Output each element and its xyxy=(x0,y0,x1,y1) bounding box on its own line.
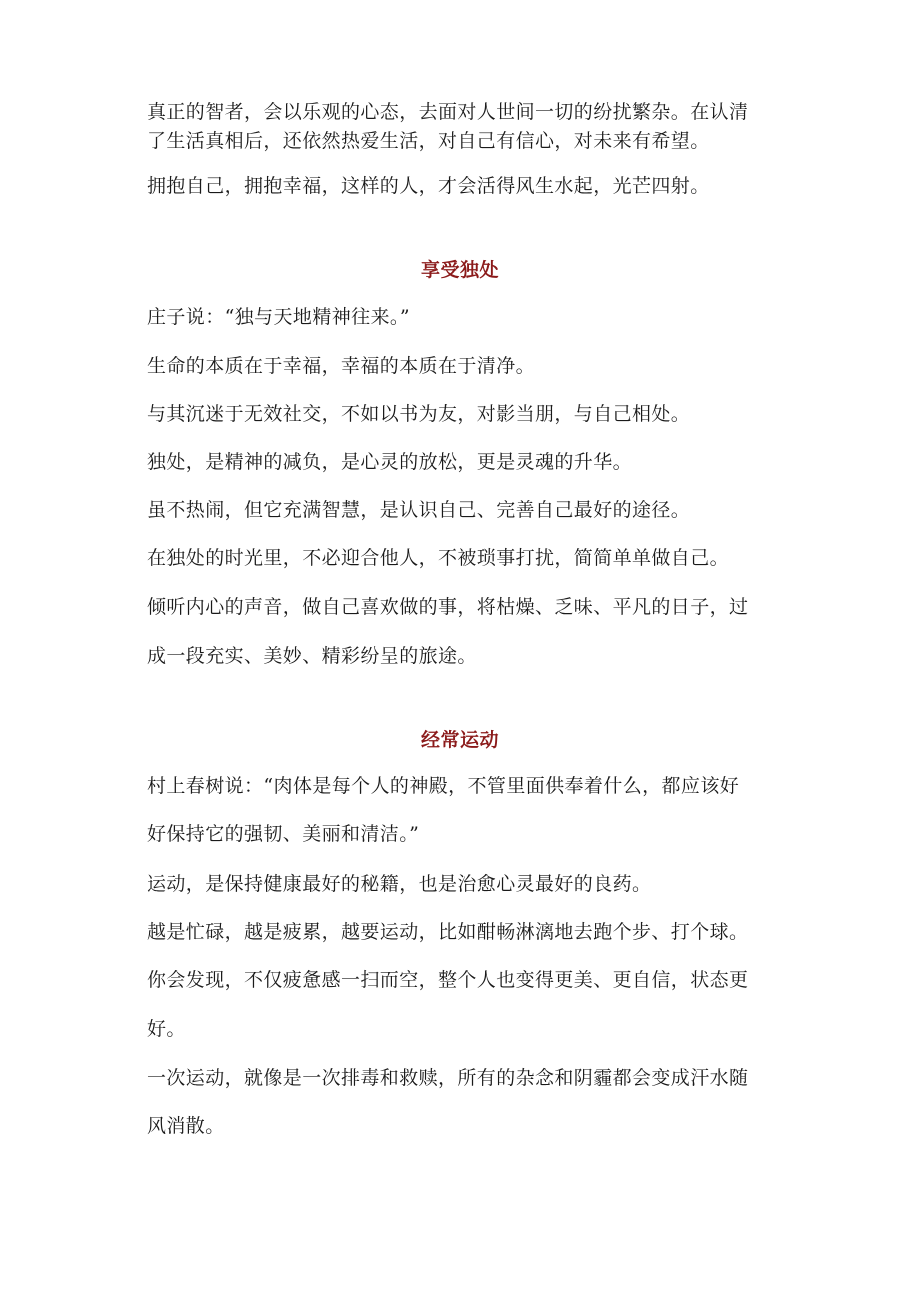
solitude-line-1: 庄子说：“独与天地精神往来。” xyxy=(147,306,410,328)
intro-line-1: 真正的智者，会以乐观的心态，去面对人世间一切的纷扰繁杂。在认清 xyxy=(147,101,749,123)
intro-line-2: 了生活真相后，还依然热爱生活，对自己有信心，对未来有希望。 xyxy=(147,130,710,152)
exercise-line-3: 运动，是保持健康最好的秘籍，也是治愈心灵最好的良药。 xyxy=(147,873,652,895)
solitude-line-7: 倾听内心的声音，做自己喜欢做的事，将枯燥、乏味、平凡的日子，过 xyxy=(147,596,749,618)
exercise-line-7: 一次运动，就像是一次排毒和救赎，所有的杂念和阴霾都会变成汗水随 xyxy=(147,1067,749,1089)
exercise-line-4: 越是忙碌，越是疲累，越要运动，比如酣畅淋漓地去跑个步、打个球。 xyxy=(147,921,749,943)
solitude-line-8: 成一段充实、美妙、精彩纷呈的旅途。 xyxy=(147,645,477,667)
exercise-line-2: 好保持它的强韧、美丽和清洁。” xyxy=(147,823,420,845)
solitude-line-4: 独处，是精神的减负，是心灵的放松，更是灵魂的升华。 xyxy=(147,451,633,473)
exercise-line-6: 好。 xyxy=(147,1018,186,1040)
solitude-line-6: 在独处的时光里，不必迎合他人，不被琐事打扰，简简单单做自己。 xyxy=(147,547,730,569)
section-heading-solitude: 享受独处 xyxy=(420,259,499,281)
solitude-line-5: 虽不热闹，但它充满智慧，是认识自己、完善自己最好的途径。 xyxy=(147,499,691,521)
section-heading-exercise: 经常运动 xyxy=(420,729,499,751)
intro-line-3: 拥抱自己，拥抱幸福，这样的人，才会活得风生水起，光芒四射。 xyxy=(147,175,710,197)
solitude-line-2: 生命的本质在于幸福，幸福的本质在于清净。 xyxy=(147,355,536,377)
exercise-line-1: 村上春树说：“肉体是每个人的神殿，不管里面供奉着什么，都应该好 xyxy=(147,775,740,797)
exercise-line-5: 你会发现，不仅疲惫感一扫而空，整个人也变得更美、更自信，状态更 xyxy=(147,969,749,991)
solitude-line-3: 与其沉迷于无效社交，不如以书为友，对影当朋，与自己相处。 xyxy=(147,403,691,425)
exercise-line-8: 风消散。 xyxy=(147,1115,225,1137)
